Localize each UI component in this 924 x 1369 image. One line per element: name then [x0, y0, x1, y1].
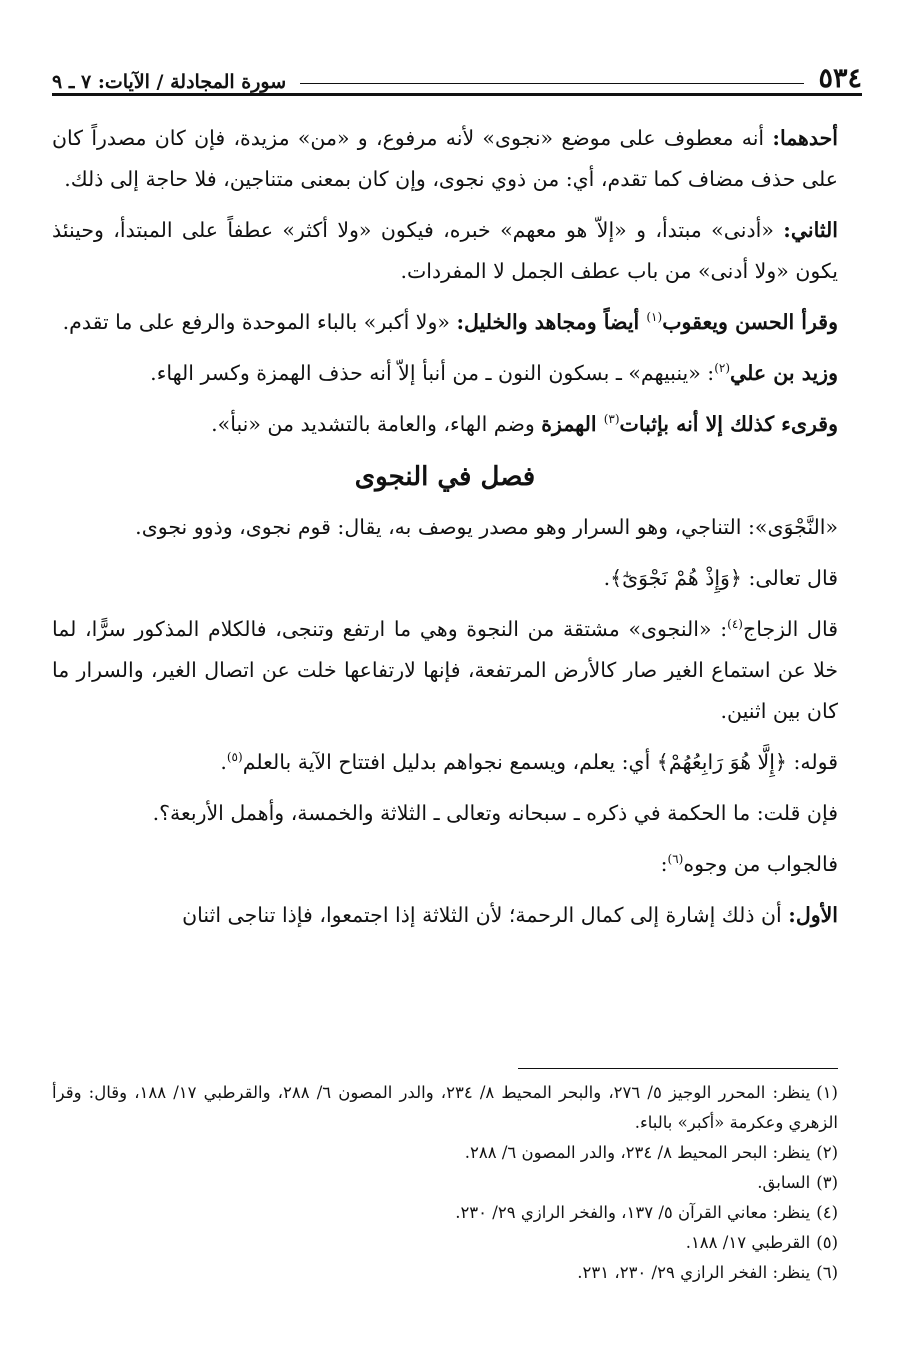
paragraph-reading-hamza [52, 404, 838, 445]
paragraph-fourth-of-them [52, 742, 838, 783]
paragraph-text: أنه معطوف على موضع «نجوى» لأنه مرفوع، و «من» مزيدة، فإن كان مصدراً كان على حذف مضاف كما تقدم، أي: من ذوي نجوى، وإن كان بمعنى متناجين، فلا حاجة إلى ذلك. [52, 126, 838, 191]
header-rule [52, 93, 862, 96]
footnote-text: ينظر: معاني القرآن ٥/ ١٣٧، والفخر الرازي ٢٩/ ٢٣٠. [455, 1203, 811, 1222]
main-text [52, 118, 838, 946]
footnote-ref[interactable]: (١) [646, 310, 663, 325]
footnote-text: القرطبي ١٧/ ١٨٨. [685, 1233, 811, 1252]
paragraph-text: قال الزجاج [742, 617, 838, 641]
paragraph-end: : [660, 852, 668, 876]
footnote [52, 1138, 838, 1168]
footnote-ref[interactable]: (٣) [603, 412, 620, 427]
paragraph-first-answer [52, 895, 838, 936]
footnote-number: (٦) [816, 1263, 838, 1282]
paragraph-text: : «ينبيهم» ـ بسكون النون ـ من أنبأ إلاّ أنه حذف الهمزة وكسر الهاء. [150, 361, 715, 385]
footnote-number: (١) [816, 1083, 838, 1102]
paragraph-text: : «النجوى» مشتقة من النجوة وهي ما ارتفع وتنجى، فالكلام المذكور سرًّا، لما خلا عن استماع الغير صار كالأرض المرتفعة، فإنها لارتفاعها خلت عن اتصال الغير، والسرار ما كان بين اثنين. [52, 617, 838, 723]
paragraph-first-opinion [52, 118, 838, 200]
footnote-text: ينظر: الفخر الرازي ٢٩/ ٢٣٠، ٢٣١. [577, 1263, 811, 1282]
paragraph-text: فإن قلت: ما الحكمة في ذكره ـ سبحانه وتعالى ـ الثلاثة والخمسة، وأهمل الأربعة؟. [152, 801, 838, 825]
paragraph-lead-continued: أيضاً ومجاهد والخليل: [456, 310, 647, 334]
paragraph-verse-quote [52, 558, 838, 599]
footnote-ref[interactable]: (٦) [667, 852, 684, 867]
header-leader-line [300, 83, 804, 84]
paragraph-reading-zayd [52, 353, 838, 394]
paragraph-text: «أدنى» مبتدأ، و «إلاّ هو معهم» خبره، فيكون «ولا أكثر» عطفاً على المبتدأ، وحينئذ يكون «ولا أدنى» من باب عطف الجمل لا المفردات. [52, 218, 838, 283]
paragraph-text: وضم الهاء، والعامة بالتشديد من «نبأ». [211, 412, 542, 436]
paragraph-reading-hasan [52, 302, 838, 343]
footnotes [52, 1078, 838, 1288]
paragraph-lead: الثاني: [783, 218, 838, 242]
section-title: فصل في النجوى [354, 462, 536, 492]
paragraph-question [52, 793, 838, 834]
paragraph-lead: الأول: [788, 903, 838, 927]
paragraph-answer-intro [52, 844, 838, 885]
page-header [52, 52, 862, 92]
paragraph-definition [52, 507, 838, 548]
paragraph-zajjaj [52, 609, 838, 732]
footnote-number: (٢) [816, 1143, 838, 1162]
paragraph-text: قال تعالى: ﴿وَإِذْ هُمْ نَجْوَىٰٓ﴾. [603, 566, 838, 590]
footnote-text: السابق. [757, 1173, 811, 1192]
paragraph-text: فالجواب من وجوه [683, 852, 838, 876]
paragraph-second-opinion [52, 210, 838, 292]
footnote-number: (٣) [816, 1173, 838, 1192]
footnote-number: (٤) [816, 1203, 838, 1222]
footnote [52, 1198, 838, 1228]
paragraph-text: «النَّجْوَى»: التناجي، وهو السرار وهو مصدر يوصف به، يقال: قوم نجوى، وذوو نجوى. [135, 515, 838, 539]
paragraph-end: . [220, 750, 227, 774]
footnote-ref[interactable]: (٤) [727, 617, 743, 632]
footnote [52, 1258, 838, 1288]
paragraph-lead: وقرأ الحسن ويعقوب [662, 310, 838, 334]
footnote-number: (٥) [816, 1233, 838, 1252]
footnote-text: ينظر: البحر المحيط ٨/ ٢٣٤، والدر المصون ٦/ ٢٨٨. [464, 1143, 811, 1162]
footnote-ref[interactable]: (٥) [226, 750, 243, 765]
paragraph-text: «ولا أكبر» بالباء الموحدة والرفع على ما تقدم. [62, 310, 457, 334]
paragraph-lead: وزيد بن علي [730, 361, 838, 385]
paragraph-text: أن ذلك إشارة إلى كمال الرحمة؛ لأن الثلاثة إذا اجتمعوا، فإذا تناجى اثنان [182, 903, 789, 927]
page-number: ٥٣٤ [818, 63, 862, 94]
paragraph-lead-continued: الهمزة [541, 412, 604, 436]
paragraph-text: قوله: ﴿إِلَّا هُوَ رَابِعُهُمْ﴾ أي: يعلم، ويسمع نجواهم بدليل افتتاح الآية بالعلم [242, 750, 838, 774]
paragraph-lead: وقرىء كذلك إلا أنه بإثبات [619, 412, 838, 436]
footnote [52, 1078, 838, 1138]
footnote-ref[interactable]: (٢) [714, 361, 731, 376]
footnote [52, 1168, 838, 1198]
footnote-text: ينظر: المحرر الوجيز ٥/ ٢٧٦، والبحر المحيط ٨/ ٢٣٤، والدر المصون ٦/ ٢٨٨، والقرطبي ١٧/ ١٨٨، وقال: وقرأ الزهري وعكرمة «أكبر» بالباء. [52, 1083, 838, 1132]
footnote [52, 1228, 838, 1258]
footnote-rule [518, 1068, 838, 1069]
paragraph-lead: أحدهما: [772, 126, 838, 150]
running-head: سورة المجادلة / الآيات: ٧ ـ ٩ [52, 71, 287, 93]
